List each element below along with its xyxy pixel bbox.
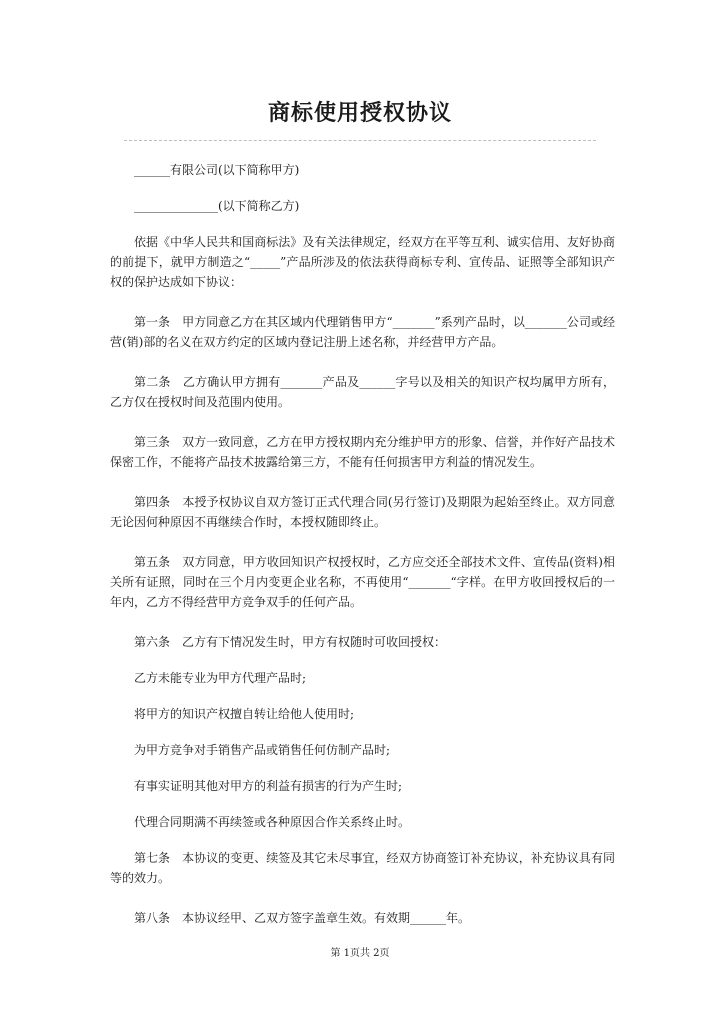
condition-item: 有事实证明其他对甲方的利益有损害的行为产生时; xyxy=(134,779,403,793)
article-5: 第五条 双方同意，甲方收回知识产权授权时，乙方应交还全部技术文件、宣传品(资料)相关所有证照，同时在三个月内变更企业名称，不再使用“_______“字样。在甲方收回授权后的一年内，乙方不得经营甲方竞争双手的任何产品。 xyxy=(110,555,615,609)
page-number: 第 1页共 2页 xyxy=(330,948,390,959)
article-2: 第二条 乙方确认甲方拥有_______产品及______字号以及相关的知识产权均属甲方所有，乙方仅在授权时间及范围内使用。 xyxy=(110,375,615,409)
condition-item: 将甲方的知识产权擅自转让给他人使用时; xyxy=(134,707,355,721)
article-7: 第七条 本协议的变更、续签及其它未尽事宜，经双方协商签订补充协议，补充协议具有同等的效力。 xyxy=(110,851,615,885)
preamble: 依据《中华人民共和国商标法》及有关法律规定，经双方在平等互利、诚实信用、友好协商的前提下，就甲方制造之“_____”产品所涉及的依法获得商标专利、宣传品、证照等全部知识产权的保护达成如下协议： xyxy=(110,235,615,289)
article-4: 第四条 本授予权协议自双方签订正式代理合同(另行签订)及期限为起始至终止。双方同意无论因何种原因不再继续合作时，本授权随即终止。 xyxy=(110,495,615,529)
condition-item: 为甲方竞争对手销售产品或销售任何仿制产品时; xyxy=(134,743,391,757)
title-divider xyxy=(124,140,596,141)
document-title: 商标使用授权协议 xyxy=(267,100,452,126)
condition-item: 代理合同期满不再续签或各种原因合作关系终止时。 xyxy=(134,815,411,829)
condition-item: 乙方未能专业为甲方代理产品时; xyxy=(134,671,307,685)
party-a-line: ______有限公司(以下简称甲方) xyxy=(134,163,300,177)
article-8: 第八条 本协议经甲、乙双方签字盖章生效。有效期______年。 xyxy=(134,911,471,925)
article-3: 第三条 双方一致同意，乙方在甲方授权期内充分维护甲方的形象、信誉，并作好产品技术保密工作，不能将产品技术披露给第三方，不能有任何损害甲方利益的情况发生。 xyxy=(110,435,615,469)
article-1: 第一条 甲方同意乙方在其区域内代理销售甲方“_______”系列产品时，以_______公司或经营(销)部的名义在双方约定的区域内登记注册上述名称，并经营甲方产品。 xyxy=(110,315,615,349)
article-6: 第六条 乙方有下情况发生时，甲方有权随时可收回授权： xyxy=(134,635,447,649)
party-b-line: ______________(以下简称乙方) xyxy=(134,199,300,213)
document-body xyxy=(110,160,615,944)
